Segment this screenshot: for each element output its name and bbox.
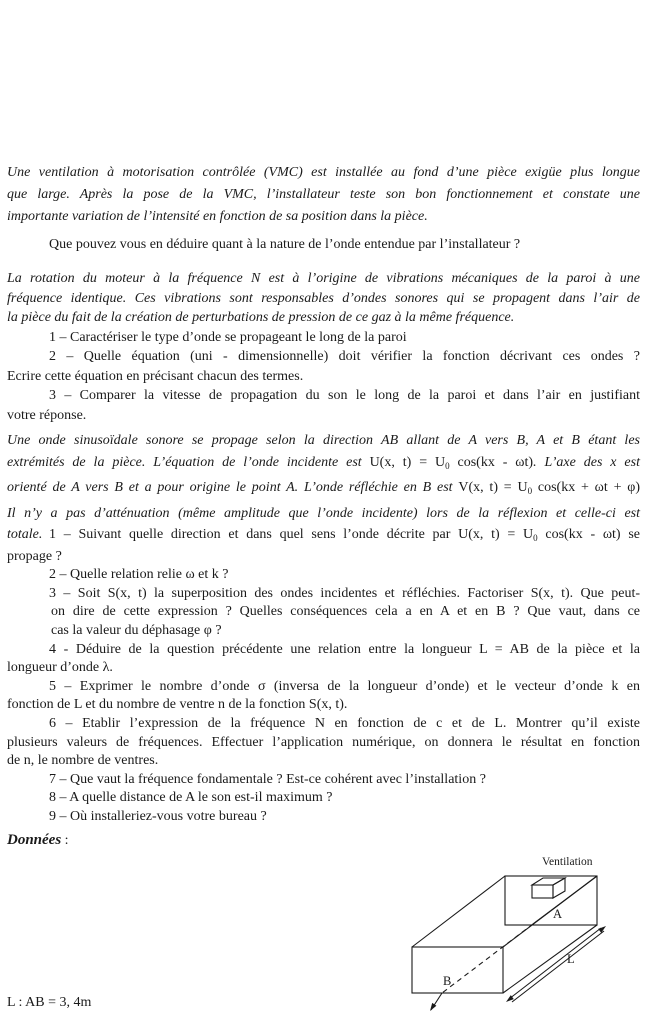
text-segment: U(x, t) = U [369,454,446,470]
length-arrow-line-1 [509,928,601,999]
ventilation-label: Ventilation [542,856,593,868]
text-segment: de n, le nombre de ventres. [7,753,159,769]
rotation-paragraph-and-questions [7,269,640,425]
text-line [7,367,640,387]
text-segment: cos(kx + ωt + φ) [532,480,640,495]
intro-paragraph [7,162,640,227]
text-segment: 3 – Soit S(x, t) la superposition des ondes incidentes et réfléchies. Factoriser S(x, t). Que peut- [49,585,640,601]
text-segment: cos(kx - ωt) [449,454,534,470]
text-line [7,162,640,184]
text-segment: 7 – Que vaut la fréquence fondamentale ? Est-ce cohérent avec l’installation ? [49,771,486,787]
text-line [7,603,640,622]
text-segment: Que pouvez vous en déduire quant à la nature de l’onde entendue par l’installateur ? [49,237,521,252]
text-line [7,386,640,406]
text-segment: Ecrire cette équation en précisant chacun des termes. [7,368,304,384]
text-line [7,184,640,206]
text-segment: longueur d’onde λ. [7,660,113,676]
text-segment: orienté de A vers B et a pour origine le point A. L’onde réfléchie en B est [7,480,459,495]
text-segment: . L’axe des x est [533,454,640,470]
text-segment: on dire de cette expression ? Quelles conséquences cela a en A et en B ? Que vaut, dans ce [51,604,640,620]
text-line [7,477,640,503]
text-line [7,659,640,678]
length-arrow-line-2 [512,931,604,1002]
room-far-face [505,876,597,925]
text-segment: 1 – Suivant quelle direction et dans quel sens l’onde décrite par [49,527,459,542]
text-segment: importante variation de l’intensité en fonction de sa position dans la pièce. [7,208,428,224]
text-segment: cas la valeur du déphasage φ ? [51,622,222,638]
text-line [7,526,640,548]
text-line [7,678,640,697]
text-line [7,696,640,715]
text-segment: 5 – Exprimer le nombre d’onde σ (inversa de la longueur d’onde) et le vecteur d’onde k en [49,678,640,694]
text-line [7,234,640,256]
text-line [7,548,640,567]
text-line [7,752,640,771]
text-line [7,289,640,309]
text-segment: U(x, t) = U [458,527,534,542]
text-line [7,406,640,426]
text-segment: Une ventilation à motorisation contrôlée (VMC) est installée au fond d’une pièce exigüe plus longue [7,165,640,180]
text-line [7,829,640,852]
length-dimension-arrow [506,926,606,1002]
text-segment: propage ? [7,548,62,564]
corner-a-label: A [553,907,563,921]
text-segment: L : AB = 3, 4m [7,995,92,1010]
text-segment: cos(kx - ωt) [537,527,621,542]
subscript: 0 [445,460,450,471]
text-line [7,808,640,827]
length-label: L [567,952,575,966]
text-line [7,430,640,452]
text-line [7,328,640,348]
donnees-heading [7,829,640,852]
questions-list [7,526,640,827]
ventilation-cube-front [532,885,553,898]
room-top-left-edge [412,876,505,947]
text-line [7,347,640,367]
text-segment: totale. [7,527,43,542]
text-line [7,503,640,525]
text-segment: plusieurs valeurs de fréquences. Effectuer l’application numérique, on donnera le résultat en fonction [7,734,640,750]
text-segment: votre réponse. [7,407,87,423]
subscript: 0 [527,486,533,496]
room-diagram [385,850,647,1020]
text-segment: fréquence identique. Ces vibrations sont responsables d’ondes sonores qui se propagent dans l’air de [7,290,640,306]
text-line [7,206,640,228]
text-segment: 6 – Etablir l’expression de la fréquence N en fonction de c et de L. Montrer qu’il existe [49,715,640,731]
text-line [7,585,640,604]
deduction-question [7,234,640,256]
corner-b-label: B [443,974,452,988]
text-segment: fonction de L et du nombre de ventre n de la fonction S(x, t). [7,697,348,713]
room-box [412,876,597,993]
text-segment: que large. Après la pose de la VMC, l’installateur teste son bon fonctionnement et constate une [7,186,640,202]
text-line [7,452,640,478]
text-line [7,771,640,790]
text-segment: 9 – Où installeriez-vous votre bureau ? [49,808,267,824]
subscript: 0 [533,533,538,543]
text-line [7,734,640,753]
room-near-face [412,947,503,993]
text-segment: 1 – Caractériser le type d’onde se propageant le long de la paroi [49,329,407,345]
text-segment: : [61,833,69,848]
text-segment: extrémités de la pièce. L’équation de l’onde incidente est [7,454,370,470]
text-line [7,789,640,808]
text-segment: La rotation du moteur à la fréquence N est à l’origine de vibrations mécaniques de la paroi à une [7,271,640,286]
text-segment: se [620,527,640,542]
room-bottom-right-edge [503,925,597,993]
ventilation-cube [532,878,565,898]
ventilation-cube-side [553,878,565,898]
text-segment: 8 – A quelle distance de A le son est-il maximum ? [49,790,333,806]
text-segment: Il n’y a pas d’atténuation (même amplitude que l’onde incidente) lors de la réflexion et celle-ci est [7,505,640,521]
text-segment: Données [7,832,62,848]
text-segment: V(x, t) = U [458,480,528,495]
text-line [7,641,640,660]
text-segment: 4 - Déduire de la question précédente une relation entre la longueur L = AB de la pièce et la [49,641,640,657]
text-line [7,308,640,328]
text-line [7,715,640,734]
text-line [7,622,640,641]
text-segment: 2 – Quelle relation relie ω et k ? [49,567,229,583]
text-segment: Une onde sinusoïdale sonore se propage selon la direction AB allant de A vers B, A et B étant les [7,433,640,448]
text-line [7,566,640,585]
text-segment: la pièce du fait de la création de perturbations de pression de ce gaz à la même fréquence. [7,310,515,325]
text-line [7,269,640,289]
text-segment: 3 – Comparer la vitesse de propagation du son le long de la paroi et dans l’air en justifiant [49,388,640,403]
text-segment: 2 – Quelle équation (uni - dimensionnelle) doit vérifier la fonction décrivant ces ondes ? [49,349,640,364]
